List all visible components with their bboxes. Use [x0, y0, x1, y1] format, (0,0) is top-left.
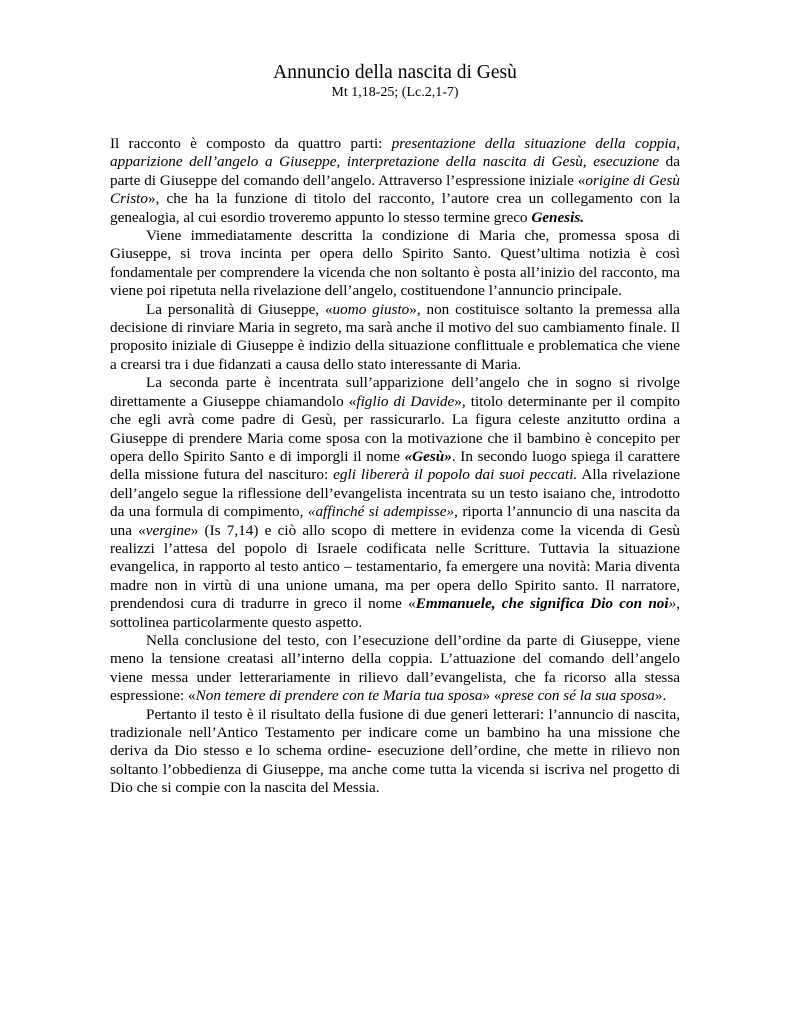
text-segment: prese con sé la sua sposa: [501, 687, 655, 705]
text-segment: Pertanto il testo è il risultato della fusione di due generi letterari: l’annuncio di nascita, tradizionale nell’Antico Testamento per indicare come un bambino ha una missione che deriva da Dio stesso e lo schema ordine- esecuzione dell’ordine, che mette in rilievo non soltanto l’obbedienza di Giuseppe, ma anche come tutta la vicenda si iscriva nel progetto di Dio che si compie con la nascita del Messia.: [110, 705, 680, 797]
text-segment: figlio di Davide: [356, 392, 455, 410]
text-segment: », che ha la funzione di titolo del racconto, l’autore crea un collegamento con la genealogia, al cui esordio troveremo appunto lo stesso termine greco: [110, 190, 680, 226]
text-segment: Viene immediatamente descritta la condizione di Maria che, promessa sposa di Giuseppe, si trova incinta per opera dello Spirito Santo. Quest’ultima notizia è così fondamentale per comprendere la vicenda che non soltanto è posta all’inizio del racconto, ma viene poi ripetuta nella rivelazione dell’angelo, costituendone l’annuncio principale.: [110, 227, 680, 300]
text-segment: vergine: [145, 521, 191, 539]
text-segment: . In secondo luogo spiega il carattere della missione futura del nascituro:: [110, 447, 680, 484]
paragraph: [110, 301, 680, 375]
text-segment: egli libererà il popolo dai suoi peccati.: [333, 466, 578, 484]
paragraph: [110, 374, 680, 632]
text-segment: Emmanuele, che significa Dio con noi: [415, 595, 669, 613]
text-segment: presentazione della situazione della coppia, apparizione dell’angelo a Giuseppe, interpretazione della nascita di Gesù, esecuzione: [110, 135, 680, 171]
paragraph: [110, 135, 680, 227]
text-segment: origine di Gesù Cristo: [110, 171, 680, 208]
text-segment: Il racconto è composto da quattro parti:: [110, 135, 392, 152]
text-segment: , riporta l’annuncio di una nascita da una «: [110, 503, 680, 539]
text-segment: da parte di Giuseppe del comando dell’angelo. Attraverso l’espressione iniziale «: [110, 153, 680, 189]
text-segment: La personalità di Giuseppe, «: [146, 300, 333, 318]
text-segment: uomo giusto: [332, 300, 410, 318]
text-segment: Genesis.: [531, 208, 585, 226]
page-title: Annuncio della nascita di Gesù: [273, 62, 517, 83]
title-block: [0, 62, 790, 102]
text-segment: «Gesù»: [404, 447, 452, 465]
paragraph: [110, 227, 680, 301]
text-segment: », titolo determinante per il compito che egli avrà come padre di Gesù, per rassicurarlo. La figura celeste anzitutto ordina a Giuseppe di prendere Maria come sposa con la motivazione che il bambino è concepito per opera dello Spirito Santo e di imporgli il nome: [110, 392, 680, 465]
paragraph: [110, 632, 680, 706]
text-segment: » «: [482, 687, 502, 705]
text-segment: «affinché si adempisse»: [307, 503, 455, 521]
text-segment: Nella conclusione del testo, con l’esecuzione dell’ordine da parte di Giuseppe, viene meno la tensione creatasi all’interno della coppia. L’attuazione del comando dell’angelo viene messa under letterariamente in rilievo dall’evangelista, che fa ricorso alla stessa espressione: «: [110, 631, 680, 705]
text-segment: »: [668, 595, 677, 613]
scripture-reference: Mt 1,18-25; (Lc.2,1-7): [331, 85, 459, 100]
body-text: [110, 135, 680, 798]
text-segment: », non costituisce soltanto la premessa alla decisione di rinviare Maria in segreto, ma sarà anche il motivo del suo cambiamento finale. Il proposito iniziale di Giuseppe è indizio della situazione conflittuale e problematica che viene a crearsi tra i due fidanzati a causa dello stato interessante di Maria.: [110, 300, 681, 373]
text-segment: Non temere di prendere con te Maria tua sposa: [195, 687, 483, 705]
text-segment: ».: [654, 687, 667, 705]
text-segment: Alla rivelazione dell’angelo segue la riflessione dell’evangelista incentrata su un testo isaiano che, introdotto da una formula di compimento,: [110, 466, 680, 521]
text-segment: La seconda parte è incentrata sull’apparizione dell’angelo che in sogno si rivolge direttamente a Giuseppe chiamandolo «: [110, 374, 680, 410]
text-segment: » (Is 7,14) e ciò allo scopo di mettere in evidenza come la vicenda di Gesù realizzi l’attesa del popolo di Israele codificata nelle Scritture. Tuttavia la situazione evangelica, in rapporto al testo antico – testamentario, fa emergere una novità: Maria diventa madre non in virtù di una unione umana, ma per opera dello Spirito santo. Il narratore, prendendosi cura di tradurre in greco il nome «: [110, 521, 680, 613]
paragraph: [110, 706, 680, 798]
text-segment: , sottolinea particolarmente questo aspetto.: [110, 595, 680, 631]
